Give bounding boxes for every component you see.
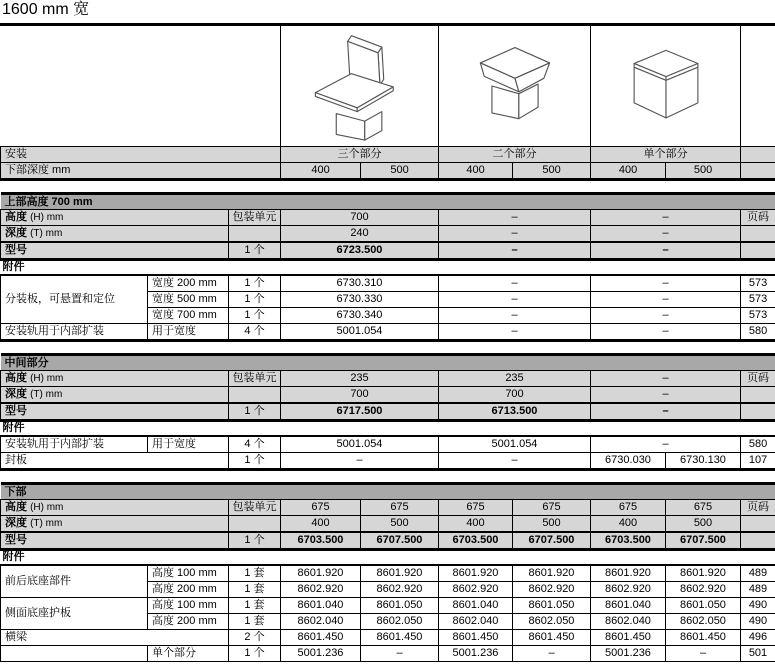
acc-name-cell: 侧面底座护板: [1, 598, 148, 630]
acc-sub-cell: 宽度 700 mm: [148, 308, 229, 324]
model-number-cell: 6707.500: [361, 532, 439, 550]
unit-cell-empty: [229, 387, 281, 404]
acc-unit-cell: 1 个: [229, 308, 281, 324]
depth-value: 500: [666, 516, 741, 533]
image-row-page-col: [741, 26, 775, 147]
part-number-cell: 8601.920: [281, 565, 361, 582]
part-number-cell: 8602.920: [666, 582, 741, 598]
depth-row: [1, 516, 775, 533]
model-row: [1, 532, 775, 550]
packing-unit-header: 包装单元: [229, 500, 281, 516]
section-bar-title: 中间部分: [1, 355, 775, 371]
height-value: 675: [361, 500, 439, 516]
depth-value: –: [591, 226, 741, 243]
part-number-cell: 8601.050: [513, 598, 591, 614]
accessory-row: [1, 324, 775, 341]
height-value: 675: [439, 500, 513, 516]
part-number-cell: 8601.450: [666, 630, 741, 646]
page-number-cell: 496: [741, 630, 775, 646]
install-row: [1, 147, 775, 163]
page-number-cell: 107: [741, 453, 775, 470]
acc-unit-cell: 4 个: [229, 324, 281, 341]
accessories-header-row: [1, 550, 775, 566]
depth-value: –: [439, 226, 591, 243]
part-number-cell: 8601.450: [513, 630, 591, 646]
acc-sub-cell: 高度 100 mm: [148, 598, 229, 614]
two-part-console-drawing: [439, 26, 591, 147]
part-number-cell: 8602.050: [361, 614, 439, 630]
depth-value: –: [591, 387, 741, 404]
model-number-cell: –: [439, 242, 591, 260]
model-label: 型号: [1, 242, 229, 260]
part-number-cell: 8601.920: [513, 565, 591, 582]
model-row: [1, 242, 775, 260]
acc-sub-cell: 用于宽度: [148, 324, 229, 341]
page-header: 页码: [741, 371, 775, 387]
part-number-cell: 5001.054: [281, 436, 439, 453]
part-number-cell: –: [281, 453, 439, 470]
page-cell-empty: [741, 403, 775, 421]
acc-sub-cell: 宽度 500 mm: [148, 292, 229, 308]
page-number-cell: 489: [741, 565, 775, 582]
depth-row: [1, 387, 775, 404]
part-number-cell: 8601.450: [439, 630, 513, 646]
page-number-cell: 573: [741, 308, 775, 324]
acc-unit-cell: 1 套: [229, 614, 281, 630]
depth-header-cell: 500: [513, 163, 591, 180]
acc-sub-cell: 高度 200 mm: [148, 582, 229, 598]
group-header-single-part: 单个部分: [591, 147, 741, 163]
depth-label-unit: (T) mm: [30, 518, 63, 529]
base-depth-page-col: [741, 163, 775, 180]
part-number-cell: 8602.920: [591, 582, 666, 598]
model-number-cell: 6703.500: [281, 532, 361, 550]
height-label-unit: (H) mm: [30, 212, 64, 223]
part-number-cell: –: [591, 436, 741, 453]
section-bar-upper: [1, 194, 775, 210]
acc-unit-cell: 4 个: [229, 436, 281, 453]
page-cell-empty: [741, 226, 775, 243]
accessories-header-row: [1, 421, 775, 437]
header-table: [0, 26, 775, 181]
model-number-cell: –: [591, 242, 741, 260]
height-label-unit: (H) mm: [30, 373, 64, 384]
depth-label-unit: (T) mm: [30, 228, 63, 239]
depth-value: 700: [439, 387, 591, 404]
part-number-cell: 8601.920: [439, 565, 513, 582]
height-label-unit: (H) mm: [30, 502, 64, 513]
model-label: 型号: [1, 532, 229, 550]
depth-value: 400: [439, 516, 513, 533]
section-bar-lower: [1, 484, 775, 500]
acc-name-cell: 封板: [1, 453, 229, 470]
part-number-cell: 8601.040: [281, 598, 361, 614]
acc-unit-cell: 1 套: [229, 582, 281, 598]
packing-unit-header: 包装单元: [229, 210, 281, 226]
part-number-cell: –: [591, 292, 741, 308]
model-number-cell: 6703.500: [439, 532, 513, 550]
accessories-header-row: [1, 260, 775, 276]
section-bar-title: 上部高度 700 mm: [1, 194, 775, 210]
product-image-row: [1, 26, 775, 147]
page-cell-empty: [741, 532, 775, 550]
part-number-cell: –: [439, 275, 591, 292]
model-number-cell: 6707.500: [513, 532, 591, 550]
page-number-cell: 580: [741, 324, 775, 341]
height-value: 675: [666, 500, 741, 516]
acc-name-cell: 横梁: [1, 630, 229, 646]
section-bar-middle: [1, 355, 775, 371]
depth-header-cell: 400: [591, 163, 666, 180]
model-row: [1, 403, 775, 421]
depth-label: [1, 226, 229, 243]
depth-header-cell: 500: [666, 163, 741, 180]
height-row: [1, 500, 775, 516]
part-number-cell: –: [439, 324, 591, 341]
image-row-spacer: [1, 26, 281, 147]
acc-sub-cell: 高度 100 mm: [148, 565, 229, 582]
base-depth-row: [1, 163, 775, 180]
page-number-cell: 580: [741, 436, 775, 453]
part-number-cell: 8601.920: [666, 565, 741, 582]
accessory-row: [1, 453, 775, 470]
part-number-cell: –: [666, 646, 741, 662]
part-number-cell: 8602.040: [281, 614, 361, 630]
part-number-cell: 6730.130: [666, 453, 741, 470]
height-value: –: [591, 210, 741, 226]
height-label: [1, 210, 229, 226]
part-number-cell: 8601.050: [361, 598, 439, 614]
model-number-cell: 6703.500: [591, 532, 666, 550]
depth-label-main: 深度: [5, 388, 27, 400]
part-number-cell: 8601.920: [591, 565, 666, 582]
lower-section-table: [0, 482, 775, 662]
part-number-cell: –: [591, 324, 741, 341]
single-part-case-drawing: [591, 26, 741, 147]
page-number-cell: 573: [741, 275, 775, 292]
acc-unit-cell: 1 个: [229, 453, 281, 470]
three-part-console-drawing: [281, 26, 439, 147]
part-number-cell: 8601.450: [591, 630, 666, 646]
part-number-cell: 5001.236: [281, 646, 361, 662]
depth-value: 700: [281, 387, 439, 404]
group-header-three-part: 三个部分: [281, 147, 439, 163]
acc-unit-cell: 1 套: [229, 565, 281, 582]
part-number-cell: 8602.040: [591, 614, 666, 630]
height-value: –: [591, 371, 741, 387]
depth-header-cell: 500: [361, 163, 439, 180]
group-header-two-part: 二个部分: [439, 147, 591, 163]
model-number-cell: 6723.500: [281, 242, 439, 260]
height-row: [1, 210, 775, 226]
accessory-row: [1, 646, 775, 662]
depth-label-main: 深度: [5, 227, 27, 239]
acc-sub-cell: 单个部分: [148, 646, 229, 662]
depth-value: 400: [281, 516, 361, 533]
page-number-cell: 489: [741, 582, 775, 598]
part-number-cell: 8601.040: [439, 598, 513, 614]
part-number-cell: 8602.920: [361, 582, 439, 598]
install-label: 安装: [1, 147, 281, 163]
part-number-cell: 5001.236: [591, 646, 666, 662]
base-depth-label: 下部深度 mm: [1, 163, 281, 180]
height-label: [1, 500, 229, 516]
height-value: 675: [591, 500, 666, 516]
accessories-header: 附件: [1, 260, 775, 276]
page-cell-empty: [741, 242, 775, 260]
height-value: 235: [439, 371, 591, 387]
model-label: 型号: [1, 403, 229, 421]
unit-cell-empty: [229, 516, 281, 533]
model-unit: 1 个: [229, 242, 281, 260]
part-number-cell: 6730.330: [281, 292, 439, 308]
part-number-cell: –: [591, 275, 741, 292]
page-cell-empty: [741, 387, 775, 404]
acc-name-cell-empty: [1, 646, 148, 662]
acc-unit-cell: 1 个: [229, 292, 281, 308]
accessory-row: [1, 598, 775, 614]
height-row: [1, 371, 775, 387]
section-gap: [0, 342, 775, 353]
depth-label-unit: (T) mm: [30, 389, 63, 400]
part-number-cell: 6730.310: [281, 275, 439, 292]
acc-unit-cell: 1 个: [229, 646, 281, 662]
page-number-cell: 573: [741, 292, 775, 308]
accessories-header: 附件: [1, 421, 775, 437]
page-number-cell: 501: [741, 646, 775, 662]
acc-sub-cell: 用于宽度: [148, 436, 229, 453]
page-header: 页码: [741, 500, 775, 516]
part-number-cell: –: [513, 646, 591, 662]
model-number-cell: 6717.500: [281, 403, 439, 421]
part-number-cell: 8601.050: [666, 598, 741, 614]
part-number-cell: –: [439, 453, 591, 470]
part-number-cell: 5001.054: [281, 324, 439, 341]
part-number-cell: 8602.920: [439, 582, 513, 598]
acc-name-cell: 分装板，可悬置和定位: [1, 275, 148, 324]
model-number-cell: 6707.500: [666, 532, 741, 550]
part-number-cell: 6730.340: [281, 308, 439, 324]
part-number-cell: 5001.236: [439, 646, 513, 662]
depth-header-cell: 400: [281, 163, 361, 180]
part-number-cell: 8602.040: [439, 614, 513, 630]
depth-row: [1, 226, 775, 243]
accessory-row: [1, 565, 775, 582]
height-label-main: 高度: [5, 372, 27, 384]
height-value: 675: [513, 500, 591, 516]
depth-value: 500: [513, 516, 591, 533]
height-label-main: 高度: [5, 501, 27, 513]
part-number-cell: 8602.050: [513, 614, 591, 630]
depth-value: 500: [361, 516, 439, 533]
unit-cell-empty: [229, 226, 281, 243]
part-number-cell: 8601.040: [591, 598, 666, 614]
acc-unit-cell: 1 个: [229, 275, 281, 292]
model-number-cell: –: [591, 403, 741, 421]
accessory-row: [1, 630, 775, 646]
page-cell-empty: [741, 516, 775, 533]
height-value: –: [439, 210, 591, 226]
part-number-cell: 5001.054: [439, 436, 591, 453]
model-number-cell: 6713.500: [439, 403, 591, 421]
part-number-cell: 8602.920: [513, 582, 591, 598]
height-label: [1, 371, 229, 387]
height-value: 235: [281, 371, 439, 387]
section-gap: [0, 181, 775, 192]
depth-label: [1, 387, 229, 404]
model-unit: 1 个: [229, 403, 281, 421]
depth-label-main: 深度: [5, 517, 27, 529]
model-unit: 1 个: [229, 532, 281, 550]
accessories-header: 附件: [1, 550, 775, 566]
acc-name-cell: 前后底座部件: [1, 565, 148, 598]
depth-header-cell: 400: [439, 163, 513, 180]
page-header: 页码: [741, 210, 775, 226]
part-number-cell: –: [439, 308, 591, 324]
accessory-row: [1, 436, 775, 453]
part-number-cell: 8602.050: [666, 614, 741, 630]
install-row-page-col: [741, 147, 775, 163]
part-number-cell: –: [591, 308, 741, 324]
part-number-cell: 6730.030: [591, 453, 666, 470]
page-title: 1600 mm 宽: [0, 0, 775, 26]
section-gap: [0, 471, 775, 482]
height-label-main: 高度: [5, 211, 27, 223]
depth-label: [1, 516, 229, 533]
acc-name-cell: 安装轨用于内部扩装: [1, 436, 148, 453]
page-number-cell: 490: [741, 614, 775, 630]
part-number-cell: –: [439, 292, 591, 308]
acc-sub-cell: 宽度 200 mm: [148, 275, 229, 292]
packing-unit-header: 包装单元: [229, 371, 281, 387]
part-number-cell: 8601.450: [361, 630, 439, 646]
depth-value: 240: [281, 226, 439, 243]
height-value: 675: [281, 500, 361, 516]
height-value: 700: [281, 210, 439, 226]
acc-sub-cell: 高度 200 mm: [148, 614, 229, 630]
part-number-cell: 8602.920: [281, 582, 361, 598]
accessory-row: [1, 275, 775, 292]
middle-section-table: [0, 353, 775, 471]
depth-value: 400: [591, 516, 666, 533]
acc-unit-cell: 1 套: [229, 598, 281, 614]
acc-unit-cell: 2 个: [229, 630, 281, 646]
part-number-cell: 8601.920: [361, 565, 439, 582]
part-number-cell: 8601.450: [281, 630, 361, 646]
part-number-cell: –: [361, 646, 439, 662]
page-number-cell: 490: [741, 598, 775, 614]
section-bar-title: 下部: [1, 484, 775, 500]
acc-name-cell: 安装轨用于内部扩装: [1, 324, 148, 341]
upper-section-table: [0, 192, 775, 342]
